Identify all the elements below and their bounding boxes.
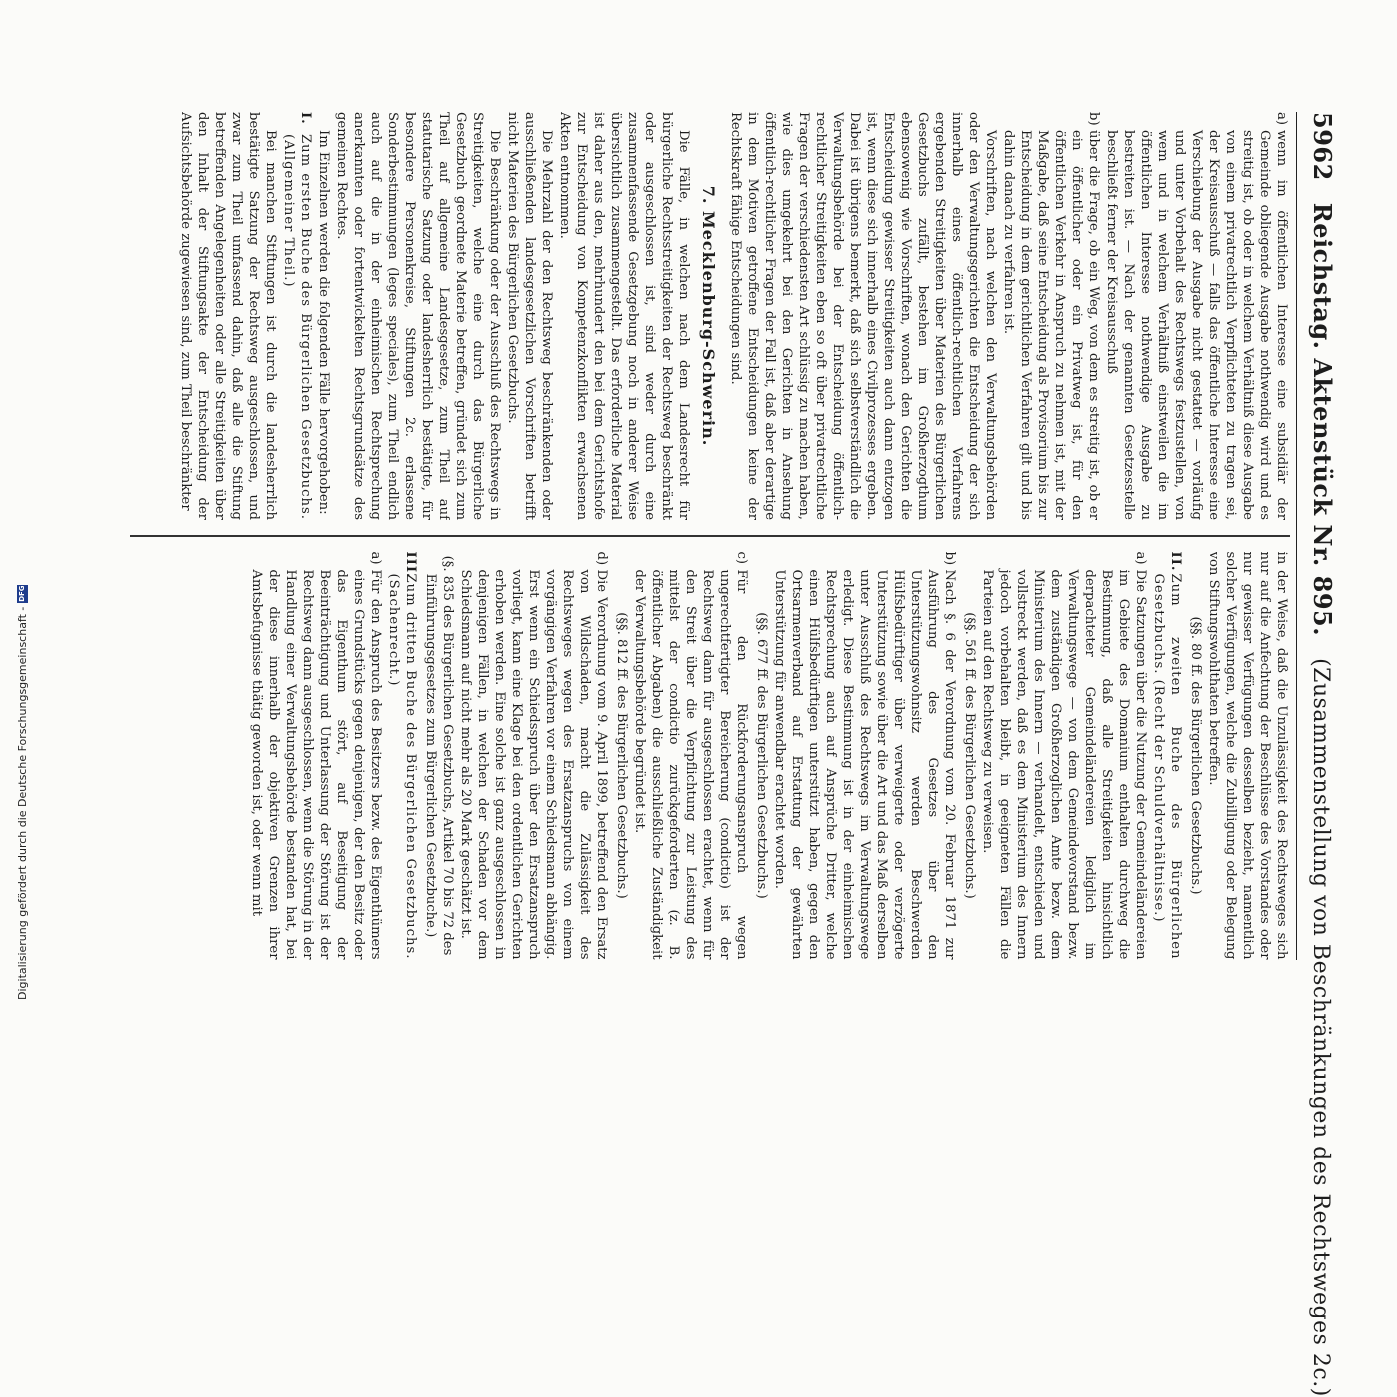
paragraph: b) Nach §. 6 der Verordnung vom 20. Februar 1871 zur Ausführung des Gesetzes über den Unterstützungswohnsitz werden Beschwerden Hülfsbedürftiger über verweigerte oder verzögerte Unterstützung sowie über die Art und das Maß derselben unter Ausschluß des Rechtswegs im Verwaltungswege erledigt. Diese Bestimmung ist in der einheimischen Rechtsprechung auch auf Ansprüche Dritter, welche einen Hülfsbedürftigen unterstützt haben, gegen den Ortsarmenverband auf Erstattung der gewährten Unterstützung für anwendbar erachtet worden. (772, 551, 957, 960)
page-title: Reichstag. Aktenstück Nr. 895. (1308, 202, 1337, 637)
paragraph: Die Mehrzahl der den Rechtsweg beschränkenden oder ausschließenden landesgesetzlichen Vorschriften betrifft nicht Materien des Bürgerlichen Gesetzbuchs. (505, 112, 554, 520)
paragraph: Vorschriften, nach welchen den Verwaltungsbehörden oder den Verwaltungsgerichten die Entscheidung der sich innerhalb eines öffentlich-rechtlichen Verfahrens ergebenden Streitigkeiten über Materien des Bürgerlichen Gesetzbuchs zufällt, bestehen im Großherzogthum ebensowenig wie Vorschriften, wonach den Gerichten die Entscheidung gewisser Streitigkeiten auch dann entzogen ist, wenn diese sich innerhalb eines Civilprozesses ergeben. Dabei ist übrigens bemerkt, daß sich selbstverständlich die Verwaltungsbehörde bei der Entscheidung öffentlich-rechtlicher Streitigkeiten eben so oft über privatrechtliche Fragen der verschiedensten Art schlüssig zu machen haben, wie dies umgekehrt bei den Gerichten in Ansehung öffentlich-rechtlicher Fragen der Fall ist, daß aber derartige in dem Motiven getroffene Entscheidungen keine der Rechtskraft fähige Entscheidungen sind. (728, 112, 998, 520)
paragraph: Die Fälle, in welchen nach dem Landesrecht für bürgerliche Rechtsstreitigkeiten der Rechtsweg beschränkt oder ausgeschlossen ist, sind weder durch eine zusammenfassende Gesetzgebung noch in anderer Weise übersichtlich zusammengestellt. Das erforderliche Material ist daher aus den, mehrhundert den bei dem Gerichtshofe zur Entscheidung von Kompetenzkonflikten erwachsenen Akten entnommen. (557, 112, 691, 520)
paragraph: a) wenn im öffentlichen Interesse eine subsidiär der Gemeinde obliegende Ausgabe nothwendig wird und es streitig ist, ob oder in welchem Verhältniß diese Ausgabe von einem privatrechtlich Verpflichteten zu tragen sei, der Kreisausschuß — falls das öffentliche Interesse eine Verschiebung der Ausgabe nicht gestattet — vorläufig und unter Vorbehalt des Rechtswegs festzustellen, von wem und in welchem Verhältniß einstweilen die im öffentlichen Interesse nothwendige Ausgabe zu bestreiten ist. — Nach der genannten Gesetzesstelle beschließt ferner der Kreisausschuß (1104, 112, 1289, 520)
column-divider (130, 535, 1290, 537)
subsection-heading: I. Zum ersten Buche des Bürgerlichen Gesetzbuchs. (Allgemeiner Theil.) (281, 112, 313, 520)
text-columns (130, 112, 1290, 960)
dfg-logo-icon: DFG (18, 585, 26, 602)
paragraph: b) über die Frage, ob ein Weg, von dem es streitig ist, ob er ein öffentlicher oder ein Privatweg ist, für den öffentlichen Verkehr in Anspruch zu nehmen ist, mit der Maßgabe, daß seine Entscheidung als Provisorium bis zur Entscheidung in dem gerichtlichen Verfahren gilt und bis dahin danach zu verfahren ist. (1001, 112, 1101, 520)
citation: (§§. 80 ff. des Bürgerlichen Gesetzbuchs.) (1188, 616, 1203, 895)
credit-text: Digitalisierung gefördert durch die Deutsche Forschungsgemeinschaft - (16, 606, 29, 1000)
subsection-heading: II. Zum zweiten Buche des Bürgerlichen Gesetzbuchs. (Recht der Schuldverhältnisse.) (1151, 551, 1183, 960)
page-subtitle: (Zusammenstellung von Beschränkungen des Rechtsweges 2c.) (1308, 658, 1333, 1397)
paragraph: Bei manchen Stiftungen ist durch die landesherrlich bestätigte Satzung der Rechtsweg ausgeschlossen, und zwar zum Theil umfassend dahin, daß alle die Stiftung betreffenden Angelegenheiten oder alle Streitigkeiten über den Inhalt der Stiftungsakte der Entscheidung der Aufsichtsbehörde zugewiesen sind, zum Theil beschränkter (178, 112, 278, 520)
paragraph: c) Für den Rückforderungsanspruch wegen ungerechtfertigter Bereicherung (condictio) ist der Rechtsweg dann für ausgeschlossen erachtet, wenn für den Streit über die Verpflichtung zur Leistung des mittelst der condictio zurückgeforderten (z. B. öffentlicher Abgaben) die ausschließliche Zuständigkeit der Verwaltungsbehörde begründet ist. (632, 551, 749, 960)
paragraph: d) Die Verordnung vom 9. April 1899, betreffend den Ersatz von Wildschaden, macht die Zulässigkeit des Rechtsweges wegen des Ersatzanspruchs von einem vorgängigen Verfahren vor einem Schiedsmann abhängig. Erst wenn ein Schiedsspruch über den Ersatzanspruch vorliegt, kann eine Klage bei den ordentlichen Gerichten erhoben werden. Eine solche ist ganz ausgeschlossen in denjenigen Fällen, in welchen der Schaden vor dem Schiedsmann auf nicht mehr als 20 Mark geschätzt ist. (458, 551, 609, 960)
left-column (150, 112, 1290, 520)
citation: (§§. 677 ff. des Bürgerlichen Gesetzbuchs.) (754, 612, 769, 899)
page-number: 5962 (1308, 112, 1337, 181)
page-header (1297, 112, 1337, 1397)
paragraph: Die Beschränkung oder der Ausschluß des Rechtswegs in Streitigkeiten, welche eine durch das Bürgerliche Gesetzbuch geordnete Materie betreffen, gründet sich zum Theil auf allgemeine Landesgesetze, zum Theil auf statutarische Satzung oder landesherrlich bestätigte, für besondere Personenkreise, Stiftungen 2c. erlassene Sonderbestimmungen (leges speciales), zum Theil endlich auch auf die in der einheimischen Rechtsprechung anerkannten oder fortentwickelten Rechtsgrundsätze des gemeinen Rechtes. (334, 112, 502, 520)
header-rule (1296, 112, 1297, 960)
citation: (§. 835 des Bürgerlichen Gesetzbuchs, Artikel 70 bis 72 des Einführungsgesetzes zum Bürgerlichen Gesetzbuche.) (423, 555, 455, 956)
citation: (§§. 812 ff. des Bürgerlichen Gesetzbuchs.) (614, 612, 629, 899)
paragraph: a) Für den Anspruch des Besitzers bezw. des Eigenthümers eines Grundstücks gegen denjenigen, der den Besitz oder das Eigenthum stört, auf Beseitigung der Beeinträchtigung und Unterlassung der Störung ist der Rechtsweg dann ausgeschlossen, wenn die Störung in der Handlung einer Verwaltungsbehörde bestanden hat, bei der diese innerhalb der objektiven Grenzen ihrer Amtsbefugnisse thätig geworden ist, oder wenn mit (249, 551, 383, 960)
section-heading: 7. Mecklenburg-Schwerin. (699, 185, 718, 447)
citation: (§§. 561 ff. des Bürgerlichen Gesetzbuchs.) (962, 612, 977, 899)
paragraph: a) Die Satzungen über die Nutzung der Gemeindeländereien im Gebiete des Domanium enthalten durchweg die Bestimmung, daß alle Streitigkeiten hinsichtlich derpachteter Gemeindeländereien lediglich im Verwaltungswege — von dem Gemeindevorstand bezw. dem zuständigen Großherzoglichen Amte bezw. dem Ministerium des Innern — verhandelt, entschieden und vollstreckt werden, daß es dem Ministerium des Innern jedoch vorbehalten bleibt, in geeigneten Fällen die Parteien auf den Rechtsweg zu verweisen. (980, 551, 1148, 960)
paragraph: in der Weise, daß die Unzulässigkeit des Rechtsweges sich nur auf die Anfechtung der Beschlüsse des Vorstandes oder nur gewisser Verfügungen desselben bezieht, namentlich solcher Verfügungen, welche die Zubilligung oder Belegung von Stiftungswohlthaten betreffen. (1206, 551, 1289, 960)
subsection-heading: III. Zum dritten Buche des Bürgerlichen Gesetzbuchs. (Sachenrecht.) (386, 551, 418, 960)
paragraph: Im Einzelnen werden die folgenden Fälle hervorgehoben: (316, 130, 331, 515)
right-column (150, 552, 1290, 960)
